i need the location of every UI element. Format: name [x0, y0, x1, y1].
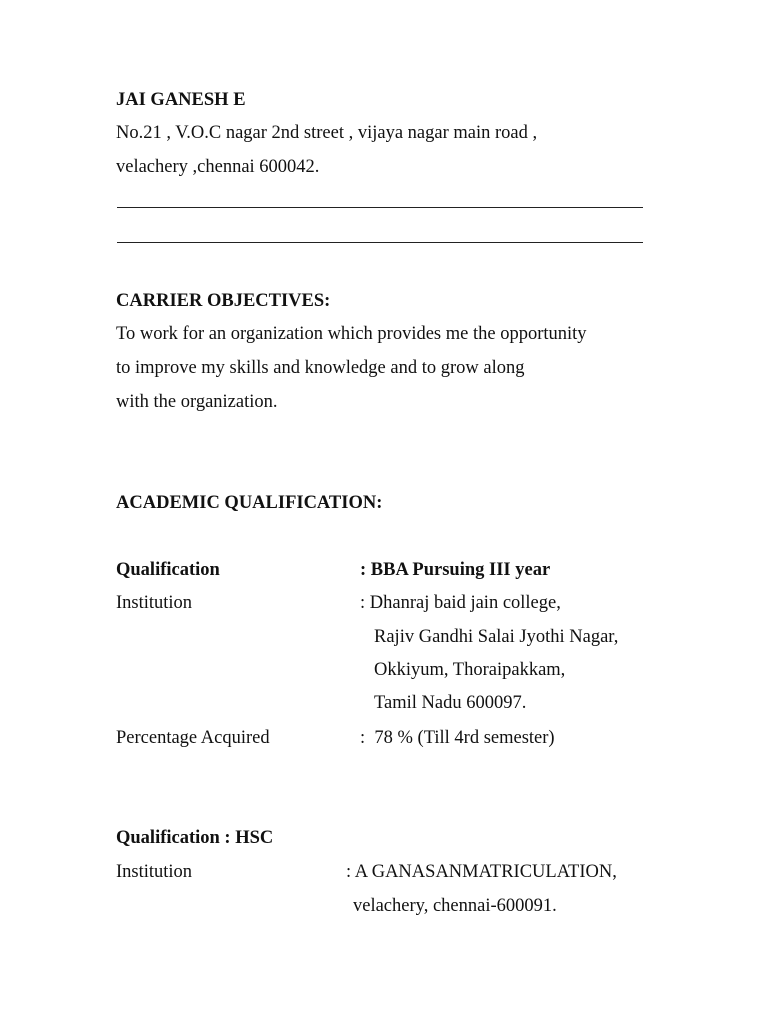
degree-institution-line-1: : Dhanraj baid jain college, [360, 593, 561, 613]
hsc-institution-label: Institution [116, 862, 193, 882]
degree-qualification-label: Qualification [116, 560, 220, 580]
objective-line-3: with the organization. [116, 392, 278, 412]
academic-heading: ACADEMIC QUALIFICATION: [116, 493, 383, 513]
objective-line-2: to improve my skills and knowledge and to grow along [116, 358, 525, 378]
percentage-label: Percentage Acquired [116, 728, 270, 748]
horizontal-rule-1 [117, 207, 643, 208]
degree-institution-line-2: Rajiv Gandhi Salai Jyothi Nagar, [374, 627, 619, 647]
degree-qualification-value: : BBA Pursuing III year [360, 560, 551, 580]
hsc-institution-line-2: velachery, chennai-600091. [353, 896, 557, 916]
objectives-heading: CARRIER OBJECTIVES: [116, 291, 331, 311]
horizontal-rule-2 [117, 242, 643, 243]
objective-line-1: To work for an organization which provides me the opportunity [116, 324, 587, 344]
hsc-institution-line-1: : A GANASANMATRICULATION, [346, 862, 617, 882]
degree-institution-line-3: Okkiyum, Thoraipakkam, [374, 660, 566, 680]
degree-institution-line-4: Tamil Nadu 600097. [374, 693, 527, 713]
hsc-qualification: Qualification : HSC [116, 828, 274, 848]
percentage-value: : 78 % (Till 4rd semester) [360, 728, 555, 748]
address-line-2: velachery ,chennai 600042. [116, 157, 320, 177]
address-line-1: No.21 , V.O.C nagar 2nd street , vijaya nagar main road , [116, 123, 538, 143]
degree-institution-label: Institution [116, 593, 193, 613]
candidate-name: JAI GANESH E [116, 90, 246, 110]
